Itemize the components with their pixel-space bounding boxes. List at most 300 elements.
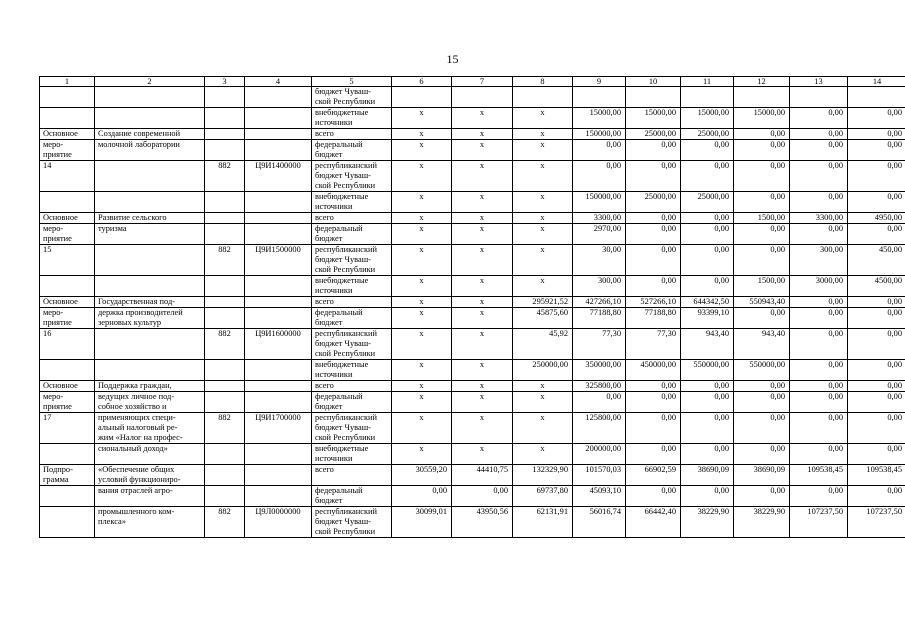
table-row [40, 413, 905, 444]
value-cell: x [452, 276, 513, 297]
value-cell: 0,00 [734, 444, 790, 465]
value-cell: 300,00 [790, 245, 848, 276]
grbs-code-cell [205, 381, 245, 392]
value-cell: 0,00 [790, 360, 848, 381]
value-cell: 325800,00 [573, 381, 626, 392]
funding-source-cell: всего [312, 297, 392, 308]
grbs-code-cell [205, 192, 245, 213]
event-name-cell: туризма [95, 224, 205, 245]
event-label-cell [40, 192, 95, 213]
value-cell: x [452, 444, 513, 465]
table-row [40, 507, 905, 538]
value-cell [734, 87, 790, 108]
grbs-code-cell [205, 140, 245, 161]
event-label-cell [40, 108, 95, 129]
budget-class-cell: Ц9И1600000 [245, 329, 312, 360]
value-cell: 0,00 [790, 192, 848, 213]
table-row [40, 87, 905, 108]
value-cell: 427266,10 [573, 297, 626, 308]
grbs-code-cell [205, 444, 245, 465]
value-cell: x [392, 245, 452, 276]
event-name-cell: Государственная под- [95, 297, 205, 308]
grbs-code-cell [205, 465, 245, 486]
value-cell: 66902,59 [626, 465, 681, 486]
value-cell: 0,00 [734, 224, 790, 245]
value-cell: 0,00 [848, 308, 905, 329]
value-cell: x [392, 161, 452, 192]
funding-source-cell: республиканский бюджет Чуваш- ской Республики [312, 329, 392, 360]
value-cell: 0,00 [452, 486, 513, 507]
value-cell: x [513, 245, 573, 276]
value-cell: x [452, 381, 513, 392]
value-cell: 45093,10 [573, 486, 626, 507]
value-cell: 132329,90 [513, 465, 573, 486]
event-name-cell: промышленного ком- плекса» [95, 507, 205, 538]
event-label-cell: меро- приятие [40, 308, 95, 329]
grbs-code-cell [205, 486, 245, 507]
value-cell: x [513, 140, 573, 161]
value-cell: 0,00 [790, 129, 848, 140]
value-cell: 0,00 [848, 360, 905, 381]
column-number: 5 [312, 77, 392, 87]
event-label-cell [40, 444, 95, 465]
budget-class-cell [245, 392, 312, 413]
value-cell: x [392, 297, 452, 308]
value-cell: 38229,90 [734, 507, 790, 538]
value-cell: 69737,80 [513, 486, 573, 507]
value-cell: 44410,75 [452, 465, 513, 486]
column-number: 14 [848, 77, 905, 87]
funding-source-cell: федеральный бюджет [312, 486, 392, 507]
value-cell: 0,00 [790, 381, 848, 392]
event-label-cell: Основное [40, 297, 95, 308]
budget-class-cell [245, 381, 312, 392]
value-cell: 0,00 [790, 161, 848, 192]
table-row [40, 224, 905, 245]
value-cell: 0,00 [848, 224, 905, 245]
funding-source-cell: федеральный бюджет [312, 392, 392, 413]
event-label-cell: меро- приятие [40, 392, 95, 413]
value-cell: 0,00 [734, 392, 790, 413]
value-cell: 0,00 [734, 486, 790, 507]
column-number: 8 [513, 77, 573, 87]
column-number-row [40, 77, 905, 87]
table-row [40, 213, 905, 224]
value-cell: x [392, 360, 452, 381]
table-row [40, 192, 905, 213]
value-cell: 109538,45 [790, 465, 848, 486]
value-cell: 0,00 [681, 486, 734, 507]
value-cell: x [452, 213, 513, 224]
value-cell: x [513, 381, 573, 392]
column-number: 2 [95, 77, 205, 87]
value-cell: 0,00 [681, 413, 734, 444]
grbs-code-cell: 882 [205, 161, 245, 192]
funding-source-cell: всего [312, 213, 392, 224]
value-cell: 66442,40 [626, 507, 681, 538]
grbs-code-cell [205, 297, 245, 308]
funding-source-cell: внебюджетные источники [312, 192, 392, 213]
value-cell: x [513, 224, 573, 245]
grbs-code-cell [205, 360, 245, 381]
value-cell: 0,00 [626, 276, 681, 297]
value-cell: 1500,00 [734, 213, 790, 224]
value-cell: 3300,00 [573, 213, 626, 224]
budget-class-cell: Ц9И1400000 [245, 161, 312, 192]
value-cell: 0,00 [734, 245, 790, 276]
event-name-cell: сиональный доход» [95, 444, 205, 465]
budget-class-cell: Ц9И1500000 [245, 245, 312, 276]
value-cell: x [513, 276, 573, 297]
value-cell: 77,30 [626, 329, 681, 360]
value-cell: 15000,00 [734, 108, 790, 129]
event-label-cell: Основное [40, 381, 95, 392]
value-cell: 4950,00 [848, 213, 905, 224]
event-name-cell: держка производителей зерновых культур [95, 308, 205, 329]
value-cell: 0,00 [790, 297, 848, 308]
value-cell: x [513, 192, 573, 213]
value-cell: x [392, 140, 452, 161]
value-cell: 4500,00 [848, 276, 905, 297]
value-cell: 550000,00 [734, 360, 790, 381]
value-cell: 15000,00 [681, 108, 734, 129]
value-cell: x [392, 108, 452, 129]
grbs-code-cell: 882 [205, 245, 245, 276]
value-cell: 0,00 [626, 444, 681, 465]
page-number: 15 [446, 52, 459, 66]
budget-class-cell [245, 213, 312, 224]
table-row [40, 381, 905, 392]
value-cell [392, 87, 452, 108]
budget-class-cell [245, 308, 312, 329]
value-cell: 0,00 [681, 140, 734, 161]
grbs-code-cell [205, 308, 245, 329]
budget-class-cell [245, 108, 312, 129]
column-number: 7 [452, 77, 513, 87]
value-cell: 0,00 [790, 413, 848, 444]
value-cell: 0,00 [626, 161, 681, 192]
table-row [40, 140, 905, 161]
value-cell: 0,00 [734, 381, 790, 392]
value-cell: 0,00 [681, 245, 734, 276]
event-name-cell: применяющих специ- альный налоговый ре- жим «Налог на профес- [95, 413, 205, 444]
value-cell: x [513, 413, 573, 444]
value-cell: x [513, 161, 573, 192]
grbs-code-cell: 882 [205, 507, 245, 538]
event-name-cell: вания отраслей агро- [95, 486, 205, 507]
funding-source-cell: республиканский бюджет Чуваш- ской Республики [312, 245, 392, 276]
value-cell: x [452, 161, 513, 192]
value-cell: x [392, 329, 452, 360]
column-number: 3 [205, 77, 245, 87]
grbs-code-cell [205, 276, 245, 297]
column-number: 11 [681, 77, 734, 87]
budget-class-cell [245, 192, 312, 213]
value-cell: 0,00 [626, 392, 681, 413]
value-cell: 300,00 [573, 276, 626, 297]
event-name-cell: Создание современной [95, 129, 205, 140]
budget-class-cell [245, 140, 312, 161]
column-number: 4 [245, 77, 312, 87]
budget-class-cell: Ц9И1700000 [245, 413, 312, 444]
value-cell: 0,00 [848, 392, 905, 413]
funding-source-cell: внебюджетные источники [312, 360, 392, 381]
value-cell: 38690,09 [681, 465, 734, 486]
value-cell: 30559,20 [392, 465, 452, 486]
value-cell: 15000,00 [573, 108, 626, 129]
value-cell: 25000,00 [626, 192, 681, 213]
value-cell: 107237,50 [848, 507, 905, 538]
event-label-cell: Основное [40, 129, 95, 140]
value-cell: 0,00 [681, 224, 734, 245]
value-cell: 0,00 [573, 140, 626, 161]
value-cell: 0,00 [734, 140, 790, 161]
event-name-cell [95, 245, 205, 276]
event-name-cell [95, 161, 205, 192]
funding-source-cell: всего [312, 381, 392, 392]
table-row [40, 129, 905, 140]
value-cell: 38229,90 [681, 507, 734, 538]
column-number: 12 [734, 77, 790, 87]
value-cell: 30,00 [573, 245, 626, 276]
value-cell: 0,00 [734, 413, 790, 444]
event-name-cell [95, 360, 205, 381]
budget-class-cell [245, 444, 312, 465]
funding-source-cell: внебюджетные источники [312, 444, 392, 465]
value-cell: 0,00 [573, 161, 626, 192]
value-cell: 0,00 [681, 444, 734, 465]
funding-source-cell: республиканский бюджет Чуваш- ской Республики [312, 413, 392, 444]
value-cell: 295921,52 [513, 297, 573, 308]
table-row [40, 444, 905, 465]
value-cell: 0,00 [392, 486, 452, 507]
value-cell: x [513, 444, 573, 465]
value-cell: 0,00 [848, 161, 905, 192]
value-cell: 101570,03 [573, 465, 626, 486]
funding-source-cell: всего [312, 129, 392, 140]
column-number: 13 [790, 77, 848, 87]
value-cell: 350000,00 [573, 360, 626, 381]
table-row [40, 108, 905, 129]
value-cell: 0,00 [790, 224, 848, 245]
value-cell: 43950,56 [452, 507, 513, 538]
value-cell: 450000,00 [626, 360, 681, 381]
value-cell: 0,00 [848, 381, 905, 392]
budget-class-cell [245, 297, 312, 308]
value-cell: 125800,00 [573, 413, 626, 444]
value-cell: x [513, 129, 573, 140]
value-cell: 0,00 [848, 129, 905, 140]
value-cell: x [392, 308, 452, 329]
value-cell [848, 87, 905, 108]
event-label-cell [40, 360, 95, 381]
grbs-code-cell [205, 224, 245, 245]
table-row [40, 276, 905, 297]
value-cell: x [452, 108, 513, 129]
budget-class-cell [245, 224, 312, 245]
value-cell: x [452, 308, 513, 329]
value-cell: x [452, 360, 513, 381]
value-cell: 943,40 [681, 329, 734, 360]
column-number: 1 [40, 77, 95, 87]
value-cell: x [392, 213, 452, 224]
value-cell: 0,00 [848, 413, 905, 444]
value-cell [790, 87, 848, 108]
value-cell: 0,00 [681, 392, 734, 413]
value-cell: 0,00 [626, 213, 681, 224]
value-cell: 109538,45 [848, 465, 905, 486]
grbs-code-cell [205, 129, 245, 140]
value-cell: 0,00 [790, 444, 848, 465]
budget-class-cell: Ц9Л0000000 [245, 507, 312, 538]
value-cell: 0,00 [573, 392, 626, 413]
event-name-cell: «Обеспечение общих условий функциониро- [95, 465, 205, 486]
budget-class-cell [245, 129, 312, 140]
value-cell: 0,00 [734, 192, 790, 213]
value-cell: 527266,10 [626, 297, 681, 308]
value-cell: 644342,50 [681, 297, 734, 308]
value-cell: 0,00 [734, 161, 790, 192]
event-label-cell: 16 [40, 329, 95, 360]
value-cell: 1500,00 [734, 276, 790, 297]
funding-source-cell: федеральный бюджет [312, 140, 392, 161]
value-cell: 93399,10 [681, 308, 734, 329]
value-cell: 25000,00 [681, 192, 734, 213]
grbs-code-cell: 882 [205, 329, 245, 360]
value-cell: x [452, 413, 513, 444]
value-cell [573, 87, 626, 108]
value-cell [513, 87, 573, 108]
value-cell: 45,92 [513, 329, 573, 360]
event-name-cell [95, 276, 205, 297]
event-label-cell: Подпро- грамма [40, 465, 95, 486]
value-cell [452, 87, 513, 108]
value-cell: x [392, 444, 452, 465]
table-row [40, 297, 905, 308]
budget-class-cell [245, 87, 312, 108]
event-name-cell [95, 87, 205, 108]
value-cell: x [452, 129, 513, 140]
column-number: 10 [626, 77, 681, 87]
value-cell: x [392, 392, 452, 413]
value-cell: x [392, 192, 452, 213]
event-label-cell: 17 [40, 413, 95, 444]
funding-source-cell: республиканский бюджет Чуваш- ской Республики [312, 161, 392, 192]
event-label-cell [40, 507, 95, 538]
value-cell: 450,00 [848, 245, 905, 276]
value-cell: 38690,09 [734, 465, 790, 486]
table-row [40, 308, 905, 329]
value-cell: 0,00 [626, 224, 681, 245]
value-cell: 107237,50 [790, 507, 848, 538]
value-cell: x [513, 213, 573, 224]
value-cell: x [513, 108, 573, 129]
value-cell: 550000,00 [681, 360, 734, 381]
value-cell: 15000,00 [626, 108, 681, 129]
value-cell: 62131,91 [513, 507, 573, 538]
value-cell: 150000,00 [573, 129, 626, 140]
table-row [40, 329, 905, 360]
event-label-cell [40, 276, 95, 297]
value-cell: 0,00 [848, 108, 905, 129]
value-cell: x [392, 381, 452, 392]
value-cell: x [452, 140, 513, 161]
value-cell: 0,00 [626, 413, 681, 444]
funding-source-cell: внебюджетные источники [312, 108, 392, 129]
budget-class-cell [245, 276, 312, 297]
event-name-cell: Поддержка граждан, [95, 381, 205, 392]
value-cell: 200000,00 [573, 444, 626, 465]
value-cell [681, 87, 734, 108]
value-cell: 0,00 [790, 392, 848, 413]
event-name-cell [95, 329, 205, 360]
value-cell: 25000,00 [626, 129, 681, 140]
value-cell: 0,00 [681, 381, 734, 392]
funding-source-cell: республиканский бюджет Чуваш- ской Республики [312, 507, 392, 538]
value-cell: 0,00 [848, 140, 905, 161]
value-cell: 0,00 [790, 108, 848, 129]
value-cell: 0,00 [734, 308, 790, 329]
budget-class-cell [245, 360, 312, 381]
value-cell: 0,00 [790, 486, 848, 507]
value-cell: x [452, 192, 513, 213]
value-cell: x [392, 129, 452, 140]
value-cell: 0,00 [848, 486, 905, 507]
budget-table [39, 76, 905, 538]
value-cell: x [452, 329, 513, 360]
grbs-code-cell: 882 [205, 413, 245, 444]
event-name-cell [95, 192, 205, 213]
grbs-code-cell [205, 87, 245, 108]
event-name-cell: молочной лаборатории [95, 140, 205, 161]
event-name-cell: Развитие сельского [95, 213, 205, 224]
table-row [40, 245, 905, 276]
event-label-cell [40, 486, 95, 507]
value-cell: 0,00 [681, 161, 734, 192]
value-cell: 0,00 [626, 245, 681, 276]
value-cell: 25000,00 [681, 129, 734, 140]
value-cell: 943,40 [734, 329, 790, 360]
value-cell: 0,00 [681, 276, 734, 297]
value-cell: 77188,80 [626, 308, 681, 329]
grbs-code-cell [205, 392, 245, 413]
value-cell: 3000,00 [790, 276, 848, 297]
budget-class-cell [245, 465, 312, 486]
value-cell: 0,00 [848, 192, 905, 213]
table-row [40, 161, 905, 192]
value-cell: 0,00 [626, 140, 681, 161]
value-cell: 30099,01 [392, 507, 452, 538]
table-row [40, 360, 905, 381]
value-cell: 56016,74 [573, 507, 626, 538]
value-cell: x [452, 297, 513, 308]
grbs-code-cell [205, 213, 245, 224]
value-cell: 77,30 [573, 329, 626, 360]
budget-class-cell [245, 486, 312, 507]
column-number: 9 [573, 77, 626, 87]
grbs-code-cell [205, 108, 245, 129]
value-cell: x [392, 413, 452, 444]
event-label-cell [40, 87, 95, 108]
value-cell: 3300,00 [790, 213, 848, 224]
value-cell: 0,00 [734, 129, 790, 140]
value-cell: 45875,60 [513, 308, 573, 329]
event-label-cell: 15 [40, 245, 95, 276]
value-cell: 0,00 [790, 329, 848, 360]
value-cell: 0,00 [681, 213, 734, 224]
value-cell: 0,00 [626, 486, 681, 507]
funding-source-cell: федеральный бюджет [312, 308, 392, 329]
